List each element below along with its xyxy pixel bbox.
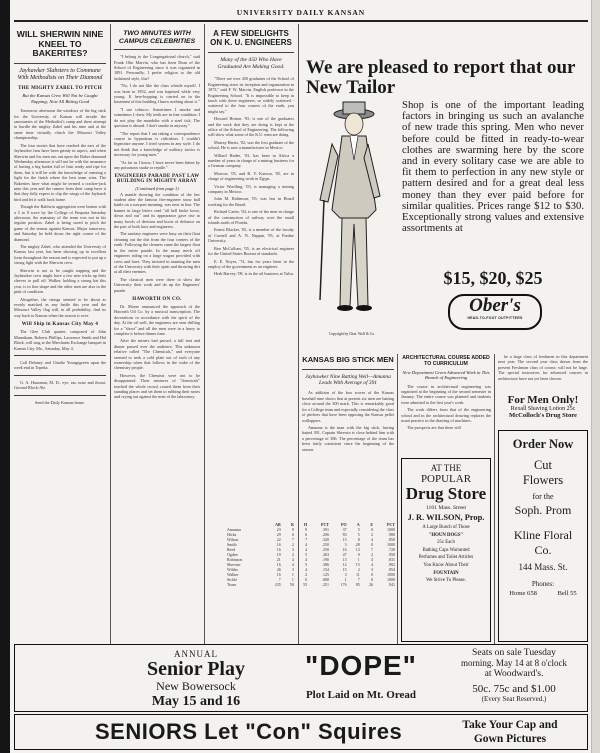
- table-cell: 1000: [387, 527, 395, 532]
- table-cell: 16: [276, 572, 281, 577]
- table-cell: 176: [340, 582, 347, 587]
- table-cell: 0: [370, 542, 373, 547]
- seniors-banner-ad: [14, 714, 588, 750]
- table-cell: .320: [322, 537, 330, 542]
- phone-numbers: [499, 590, 587, 597]
- section-subhead: But the Kansas Crew Will Not be Caught Napping; Now All Bitting Good: [22, 93, 98, 104]
- batting-table: [226, 522, 396, 587]
- table-cell: Sickle: [227, 577, 237, 582]
- table-header-cell: A: [356, 522, 360, 527]
- rexall-line: Rexall Shaving Lotion 25c: [510, 406, 576, 412]
- masthead: [14, 6, 588, 22]
- table-cell: 83: [342, 532, 347, 537]
- home-phone: Home 658: [509, 590, 537, 597]
- batting-table-wrap: [226, 516, 396, 587]
- divider: [14, 355, 106, 356]
- masthead-title: UNIVERSITY DAILY KANSAN: [236, 8, 366, 17]
- article-paragraph: Ernest Blacker, '05, is a member of the faculty of Cornell and A. N. Nappin, '95, at Purdue University.: [208, 227, 294, 244]
- section-heading: THE MIGHTY ZABEL TO PITCH: [18, 86, 102, 92]
- table-cell: 3: [344, 572, 347, 577]
- table-cell: 7: [291, 537, 294, 542]
- table-cell: 4: [370, 537, 373, 542]
- table-cell: 2: [291, 552, 294, 557]
- table-cell: .391: [322, 527, 330, 532]
- column-rule: [204, 24, 205, 644]
- classified-ad: Send the Daily Kansan home.: [35, 399, 85, 405]
- table-cell: 85: [355, 582, 360, 587]
- table-cell: 0: [357, 552, 360, 557]
- article-paragraph: Murray Harris, '02, was the first graduate of the school. He is now a manufacturer in Mexico.: [208, 139, 294, 151]
- drug-owner: J. R. WILSON, Prop.: [407, 513, 485, 522]
- table-cell: .902: [388, 562, 395, 567]
- article-paragraph: The work differs from that of the engineering school and in the architectural drawing replaces the usual practice in the drawing of machines.: [401, 407, 491, 424]
- men-only: For Men Only!: [507, 394, 579, 406]
- table-cell: 4: [370, 562, 373, 567]
- article-paragraph: The four stories that have reached the ears of the Jayhawker fans have been grimly in aspect, and when Sherwin and his men run out upon the Baker diamond Wednesday afternoon it will not be with the assurance of having a big basket full of fruit ready and ripe for them, but it will be with the knowledge of entering a fight for the finish where the best team wins. The Bakerites have what might be termed a cracker-jack nine this year and the rumors from their camp have it that they fully expect to clip the wings of the Jayhawk bird and let it walk back home.: [14, 142, 106, 202]
- table-cell: 50: [289, 582, 294, 587]
- mccolloch-ad: [498, 394, 588, 419]
- table-cell: Wilder: [227, 567, 238, 572]
- table-header-cell: PO: [341, 522, 347, 527]
- table-cell: 47: [342, 552, 347, 557]
- tailor-ad-copy: Shop is one of the important leading factors in bringing us such an avalanche of new trade this spring. Men who never before could be fitted in ready-to-wear clothes are swarming here by the score and in every solitary case we are able to fit them to perfection in any new style or pattern desired and for a great deal less money than they ever paid before for similar qualities. Prices range $12 to $30. Exceptionally strong values and extensive assortments at: [402, 99, 584, 235]
- flowers-ad: [498, 430, 588, 642]
- table-cell: Amunna: [227, 527, 241, 532]
- seats-line-1: Seats on sale Tuesday: [472, 647, 556, 658]
- seats-prices: 50c. 75c and $1.00: [472, 683, 556, 695]
- drug-line: Bathing Caps Warranted: [422, 547, 470, 553]
- kline-street: 144 Mass. St.: [518, 562, 568, 572]
- column-2: [114, 24, 200, 646]
- table-cell: .154: [322, 567, 330, 572]
- continued-note: (Continued from page 1): [135, 186, 179, 192]
- senior-play-dates: May 15 and 16: [151, 694, 241, 709]
- headline-architecture: ARCHITECTURAL COURSE ADDED TO CURRICULUM: [402, 355, 490, 367]
- table-cell: 1000: [387, 577, 395, 582]
- classified-ad: Call Delaney and Charlie Youngsgreen upon the week end in Topeka.: [14, 359, 106, 371]
- table-cell: 11: [355, 572, 360, 577]
- table-cell: Team: [227, 582, 236, 587]
- senior-play-ad: [14, 644, 588, 712]
- table-cell: 235: [274, 582, 281, 587]
- table-cell: 0: [305, 577, 308, 582]
- table-cell: 4: [305, 542, 308, 547]
- table-cell: 23: [276, 527, 281, 532]
- table-cell: 7: [305, 537, 308, 542]
- divider: [14, 395, 106, 396]
- senior-play-left: [111, 649, 281, 710]
- article-paragraph: As addition of the box scores of the Kansas baseball nine shows that at present six men are batting close around the 300 mark. This is remarkably good for a College team and especially considering the class of pitchers that have been opposing the Kansas pellet walloppers.: [302, 390, 394, 423]
- table-cell: .250: [322, 547, 330, 552]
- illustration-caption: Copyright by Chas. Wolf & Co.: [329, 332, 375, 336]
- classified-ad: G. A. Hausman, M. D., eye, ear, nose and throat. Ground Block-Ale.: [14, 379, 106, 391]
- dope-title: "DOPE": [305, 650, 417, 681]
- column-3: [208, 24, 294, 352]
- article-paragraph: Howard Horton, '95, is one of the graduates and the work that they are doing is kept at the office of the School of Engineering. The following will show what some of the K.U. men are doing.: [208, 116, 294, 138]
- table-cell: .263: [322, 552, 330, 557]
- table-cell: 9: [305, 527, 308, 532]
- table-cell: .831: [388, 557, 395, 562]
- table-cell: 22: [276, 537, 281, 542]
- drug-line: We Strive To Please.: [426, 578, 466, 584]
- table-cell: 16: [276, 562, 281, 567]
- order-now: Order Now: [512, 437, 574, 451]
- table-cell: .250: [322, 542, 330, 547]
- table-cell: 9: [291, 527, 294, 532]
- table-cell: 1: [344, 577, 347, 582]
- table-cell: .980: [388, 532, 395, 537]
- soph-prom: Soph. Prom: [514, 503, 572, 517]
- table-cell: 4: [305, 567, 308, 572]
- drug-line: You Know About Their: [423, 562, 469, 568]
- table-row: [226, 582, 396, 587]
- kline-co: Co.: [534, 543, 552, 557]
- article-paragraph: Tomorrow afternoon the windows of the big stick for the University of Kansas will invade the sanctuaries of the Methodist's camp and there attempt to hurdle the mighty Zabel and his nine and at the same time virtually clinch the Missouri Valley championship.: [14, 108, 106, 141]
- table-cell: 1000: [387, 572, 395, 577]
- table-cell: 3: [344, 542, 347, 547]
- for-the: for the: [532, 492, 554, 501]
- phones-label: Phones:: [531, 580, 555, 588]
- table-cell: 0: [370, 572, 373, 577]
- banner-right: [435, 718, 585, 746]
- headline-campus-celebrities: TWO MINUTES WITH CAMPUS CELEBRITIES: [118, 30, 196, 45]
- table-header-cell: PCT: [321, 522, 330, 527]
- table-cell: 5: [357, 527, 360, 532]
- table-cell: 7: [370, 547, 373, 552]
- divider: [14, 63, 106, 64]
- annual: ANNUAL: [174, 649, 218, 659]
- column-1: [14, 24, 106, 646]
- divider: [114, 49, 200, 50]
- banner-right-1: Take Your Cap and: [462, 719, 558, 731]
- table-cell: Robinson: [227, 557, 243, 562]
- drug-line: FOUNTAIN: [433, 570, 459, 576]
- article-paragraph: "As far as I know, I have never been bitten by any poisonous snake or reptile.": [114, 159, 200, 170]
- table-cell: Ogden: [227, 552, 238, 557]
- divider: [208, 52, 294, 53]
- dope-block: [285, 649, 437, 701]
- headline-sherwin-nine: WILL SHERWIN NINE KNEEL TO BAKERITES?: [16, 29, 104, 59]
- table-cell: 55: [303, 582, 308, 587]
- article-paragraph: The mighty Zabel, who attended the University of Kansas last year, has been showing up in excellent form throughout the season and is expected to put up a strong fight with the Sherwin crew.: [14, 244, 106, 266]
- article-paragraph: Sherwin is not to be caught napping and the Jayhawker crew might have a few new tricks up their sleeves to pull off. Walker, holding a strong bat this year, is in fine shape and the other men are also in the pink of condition.: [14, 267, 106, 295]
- brand-tagline: HEAD-TO-FOOT OUTFITTERS: [467, 316, 523, 320]
- bell-phone: Bell 55: [557, 590, 577, 597]
- kline-floral: Kline Floral: [513, 528, 573, 542]
- dope-plot: Plot Laid on Mt. Oread: [305, 689, 417, 701]
- table-cell: 4: [291, 557, 294, 562]
- article-paragraph: Herb Harvey, '08, is in the oil business at Tulsa.: [214, 271, 294, 277]
- subhead-architecture: New Department Given Advanced Work in This Branch of Engineering: [402, 369, 490, 381]
- table-cell: Reed: [227, 547, 236, 552]
- drug-popular: POPULAR: [420, 473, 472, 485]
- drug-line: A Large Bunch of Those: [422, 525, 470, 530]
- article-paragraph: The classical men were there to show the University their work and do up the Engineers' parade.: [114, 276, 200, 293]
- article-paragraph: The course in architectural engineering was organized at the beginning of the second semester in January. The entire course was planned and students were admitted to the first year's work.: [401, 383, 491, 405]
- table-cell: 3: [291, 567, 294, 572]
- column-6-text: [498, 354, 588, 390]
- table-cell: 16: [342, 547, 347, 552]
- table-cell: .941: [388, 582, 395, 587]
- table-cell: 4: [370, 557, 373, 562]
- cut: Cut: [533, 458, 553, 472]
- table-cell: 37: [342, 527, 347, 532]
- article-paragraph: Dr. Moore announced the approach of the Haworth Oil Co. by a musical transcription. The decorations in accordance with the spirit of the day. At the oil well, the engineers are seen drilling for a "shoot" and all the men were in a hurry to complete it before dinner time.: [114, 303, 200, 336]
- obers-logo: [448, 294, 542, 330]
- table-cell: 4: [305, 547, 308, 552]
- table-cell: 19: [276, 552, 281, 557]
- table-cell: 7: [357, 577, 360, 582]
- table-cell: .251: [322, 582, 330, 587]
- table-cell: 5: [357, 532, 360, 537]
- article-paragraph: "I use tobacco. Sometimes I smoke and sometimes I chew. My teeth are in fine condition. I do not play the mandolin with a steel tick. The question is absurd. I don't smoke in anyway.": [114, 106, 200, 129]
- gentleman-illustration: [306, 100, 398, 328]
- mccolloch-store: McColloch's Drug Store: [508, 412, 577, 419]
- article-paragraph: Ben McCollum, '05, is an electrical engineer for the United States Bureau of standards.: [208, 245, 294, 257]
- table-cell: 13: [342, 557, 347, 562]
- section-heading-engineers: ENGINEERS PARADE PAST LAW BUILDING IN MIGHTY ARRAY: [114, 174, 200, 185]
- brand-name: Ober's: [469, 295, 521, 316]
- table-cell: .125: [322, 572, 330, 577]
- table-cell: 21: [276, 557, 281, 562]
- big-stick-story: [302, 354, 394, 644]
- table-cell: 1: [357, 557, 360, 562]
- table-cell: 28: [355, 542, 360, 547]
- tailor-ad-prices: $15, $20, $25: [443, 268, 543, 288]
- table-cell: .206: [322, 532, 330, 537]
- page-binding-edge: [0, 0, 10, 753]
- ship-headline: Will Ship in Kansas City May 4: [21, 322, 99, 328]
- table-cell: 2: [370, 552, 373, 557]
- table-cell: 7: [278, 577, 281, 582]
- table-cell: 1: [291, 577, 294, 582]
- table-cell: 29: [276, 532, 281, 537]
- table-cell: .190: [322, 557, 330, 562]
- table-cell: 13: [355, 547, 360, 552]
- article-paragraph: Richard Carter, '04, is one of the men in charge of the construction of railway over the small islands north of Florida.: [208, 209, 294, 226]
- article-paragraph: "No, I do not like the class whistle myself. I was born in 1852, and was baptized while very young. If here-hopping is carried on in the basement of this building I know nothing about it.": [114, 83, 200, 105]
- table-cell: 12: [342, 562, 347, 567]
- table-cell: .720: [388, 547, 395, 552]
- article-paragraph: Amunna is the man with the big stick, having batted 391. Captain Sherwin is close behind him with a percentage of 386. The percentage of the team has been fairly consistent since the beginning of the season.: [302, 424, 394, 452]
- article-paragraph: be a large class of freshmen in this department next year. The second year class drawn from the present Freshman class of course, will not be large. The special instructors for advanced courses in architecture have not yet been chosen.: [498, 354, 588, 381]
- section-heading-haworth: HAWORTH ON CO.: [132, 296, 182, 302]
- table-cell: 3: [291, 547, 294, 552]
- headline-sidelights: A FEW SIDELIGHTS ON K. U. ENGINEERS: [210, 29, 292, 47]
- drug-address: 1101 Mass. Street: [425, 505, 467, 511]
- article-paragraph: "I belong to the Congregational church," said Frank Olin Marvin, who has been Dean of the School of Engineering since it was organized in 1891. Personally, I prefer religion to the old fashioned style, this?: [114, 54, 200, 81]
- column-rule: [397, 354, 398, 644]
- article-paragraph: "There are over 450 graduates of the School of Engineering since its inception and organization in 1873," said F. W. Marvin, English professor in the Engineering School. "It is impossible to keep in touch with these engineers, so widely scattered - scattered to the four corners of the earth, you might say.": [208, 76, 294, 114]
- banner-right-2: Gown Pictures: [473, 733, 547, 745]
- headline-big-stick: KANSAS BIG STICK MEN: [302, 355, 394, 364]
- column-rule: [494, 354, 495, 644]
- table-cell: 5: [305, 562, 308, 567]
- table-header-cell: R: [290, 522, 294, 527]
- table-cell: .000: [322, 577, 330, 582]
- table-cell: 15: [342, 537, 347, 542]
- tailor-ad-headline: We are pleased to report that our New Tailor: [306, 57, 576, 98]
- divider: [302, 369, 394, 370]
- drug-line: "HOUN DOGS": [428, 532, 464, 538]
- table-cell: 16: [276, 547, 281, 552]
- drug-line: Perfumes and Toilet Articles: [418, 555, 474, 561]
- seats-line-3: at Woodward's.: [484, 668, 544, 679]
- page-right-edge: [591, 0, 600, 753]
- article-paragraph: Morrow, '05, and R. Y. Kaeson, '05, are in charge of engineering work in Egypt.: [208, 170, 294, 182]
- table-cell: 3: [370, 567, 373, 572]
- table-cell: 6: [305, 532, 308, 537]
- table-cell: 15: [355, 562, 360, 567]
- tailor-shop-ad: [302, 54, 588, 352]
- table-cell: 4: [291, 562, 294, 567]
- subhead-graduates: Many of the 450 Who Have Graduated Are Making Good.: [217, 56, 285, 70]
- divider: [14, 375, 106, 376]
- table-header-cell: H: [303, 522, 308, 527]
- table-cell: 0: [370, 577, 373, 582]
- table-cell: Walker: [227, 572, 239, 577]
- table-cell: 1000: [387, 542, 395, 547]
- table-cell: 26: [276, 567, 281, 572]
- table-header-cell: E: [370, 522, 373, 527]
- article-paragraph: E. E. Noyes, '74, has for years been in the employ of the government as an engineer.: [208, 258, 294, 269]
- drug-store-name: Drug Store: [405, 484, 487, 503]
- article-paragraph: However, the Chemists were not to be disappointed. Their mixtures of "chemicals" reached the whole crowd, routed them from their standing places and set them to rubbing their noses and crying out against the men of the laboratory.: [114, 372, 200, 400]
- seats-line-2: morning. May 14 at 8 o'clock: [460, 658, 568, 668]
- table-cell: 5: [305, 552, 308, 557]
- table-cell: Sherwin: [227, 562, 241, 567]
- flowers: Flowers: [522, 473, 564, 487]
- table-cell: 1: [291, 572, 294, 577]
- article-paragraph: Willard Hadee, '03, has been in Africa a number of years in charge of a mining business for a German company.: [208, 152, 294, 169]
- table-cell: Wilson: [227, 537, 239, 542]
- article-paragraph: After the miners had passed, a full tent and dinner passed over the audience. This unknown relative called "The Chemicals," and everyone seemed to seek a cold plate out of each of any ownership when that follows in the wake of the chemistry people.: [114, 338, 200, 371]
- article-paragraph: "The report that I am taking a correspondence course in hypnotism is ridiculous. I couldn't hypnotize anyone. I tried system in any style. I do not think that a knowledge of military tactics is necessary for young men.": [114, 130, 200, 158]
- table-cell: 0: [370, 527, 373, 532]
- newspaper-page: [14, 6, 588, 750]
- column-rule: [110, 24, 111, 644]
- table-cell: Smith: [227, 542, 237, 547]
- table-cell: .950: [388, 552, 395, 557]
- table-cell: 4: [305, 557, 308, 562]
- table-cell: Hicks: [227, 532, 237, 537]
- article-paragraph: The sanitary engineers were busy on their float cleaning out the dirt from the four corners of the earth. Following the cleaners came the largest float in the entire parade. In the many mech off engineers riding on a large wagon provided with cross and hues. They insisted in taunting the men of the University with their spirit and throwing dirt at all their enemies.: [114, 231, 200, 275]
- drug-line: 25c Each: [437, 540, 455, 546]
- article-paragraph: Victor Woolling, '03, is managing a mining company in Mexico.: [208, 183, 294, 195]
- article-paragraph: John M. Robinson, '05, was last in Brazil working for the Brazil.: [208, 196, 294, 207]
- table-cell: 2: [305, 572, 308, 577]
- table-cell: 2: [357, 567, 360, 572]
- seats-block: [441, 647, 587, 703]
- subhead-jayhawker: Jayhawker Slabsters to Commune With Methodists on Their Diamond: [17, 67, 103, 82]
- table-cell: 2: [370, 532, 373, 537]
- table-header-cell: AB: [275, 522, 281, 527]
- senior-play-title: Senior Play: [147, 658, 245, 680]
- table-cell: 16: [276, 542, 281, 547]
- table-header-cell: PCT: [387, 522, 395, 527]
- banner-text: SENIORS Let "Con" Squires: [95, 719, 403, 744]
- article-paragraph: A mantle showing the condition of the law student after the famous fire-engineer snow ball battle on a sun-part meaning, was next in line. The banner in large letters read "all hell broke loose, down and out" and its appearance gave rise to many howls of derision and hoots of defiance on the part of both laws and engineers.: [114, 191, 200, 230]
- table-cell: .850: [388, 537, 395, 542]
- subhead-batting: Jayhawker Nine Batting Well—Amunna Leads With Average of 391: [305, 373, 391, 386]
- article-paragraph: Though the Baldwin aggregation were beaten with a 5 to 0 score by the College of Emporia Saturday afternoon, the mainstay of the team was not in his regular position. Zabel is being saved to pitch the game of the season against Kansas. Major tomorrow, and Saturday he held down the right corner of the diamond.: [14, 204, 106, 242]
- seats-note: (Every Seat Reserved.): [481, 695, 547, 703]
- table-cell: .386: [322, 562, 330, 567]
- drug-at: AT THE: [430, 463, 462, 473]
- article-paragraph: Altogether, the strings seemed to be about as evenly matched as any battle this year and the Missouri Valley flag will, in all probability, find its way back to Kansas when the season is over.: [14, 296, 106, 318]
- ship-text: The Glee Club quartet, composed of John Mannikam, Roberts Phillips, Lawrence Smith and Hal Black, will sing at the Merchants Exchange banquet in Kansas City, Mo., Saturday, May 4.: [14, 329, 106, 351]
- table-cell: .854: [388, 567, 395, 572]
- drug-store-ad: [401, 458, 491, 642]
- article-paragraph: The prospects are that there will: [407, 425, 461, 431]
- table-cell: 8: [357, 537, 360, 542]
- senior-play-venue: New Bowersock: [156, 679, 236, 693]
- table-cell: 2: [291, 542, 294, 547]
- table-cell: 26: [368, 582, 373, 587]
- table-cell: 6: [291, 532, 294, 537]
- table-cell: 15: [342, 567, 347, 572]
